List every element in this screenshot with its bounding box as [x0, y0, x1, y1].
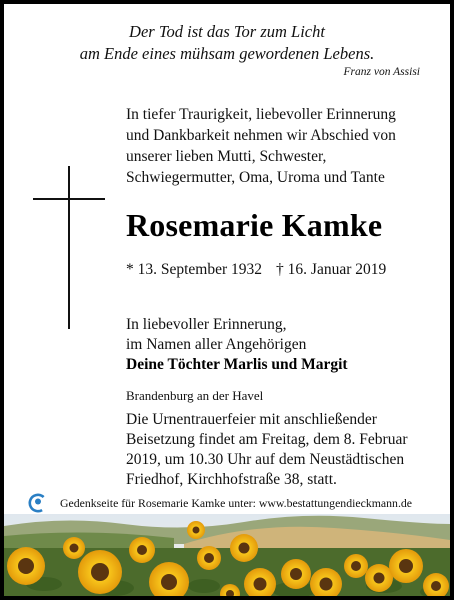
family-signature: [126, 315, 306, 355]
cross-vertical-bar: [68, 166, 70, 329]
quote-author: Franz von Assisi: [343, 66, 420, 78]
death-date: † 16. Januar 2019: [276, 261, 387, 278]
funeral-line: Die Urnentrauerfeier mit anschließender: [126, 411, 377, 428]
intro-line: In tiefer Traurigkeit, liebevoller Erinnerung: [126, 106, 396, 123]
circle-swoosh-logo-icon: [28, 493, 48, 513]
obituary-card: [4, 4, 450, 596]
deceased-name: Rosemarie Kamke: [126, 207, 383, 243]
memorial-link[interactable]: Gedenkseite für Rosemarie Kamke unter: www.bestattungendieckmann.de: [60, 496, 413, 510]
place-name: Brandenburg an der Havel: [126, 388, 264, 403]
birth-date: * 13. September 1932: [126, 261, 263, 278]
funeral-notice: [126, 410, 408, 490]
family-line: In liebevoller Erinnerung,: [126, 316, 287, 333]
quote: [4, 21, 450, 65]
funeral-line: Beisetzung findet am Freitag, dem 8. Februar: [126, 431, 408, 448]
intro-line: unserer lieben Mutti, Schwester,: [126, 148, 327, 165]
daughters-names: Deine Töchter Marlis und Margit: [126, 356, 348, 373]
family-line: im Namen aller Angehörigen: [126, 336, 307, 353]
life-dates: [126, 261, 386, 279]
cross-horizontal-bar: [33, 198, 105, 200]
intro-line: und Dankbarkeit nehmen wir Abschied von: [126, 127, 396, 144]
intro-line: Schwiegermutter, Oma, Uroma und Tante: [126, 169, 385, 186]
quote-line: Der Tod ist das Tor zum Licht: [129, 22, 325, 41]
intro-text: [126, 104, 446, 188]
quote-line: am Ende eines mühsam gewordenen Lebens.: [79, 44, 375, 63]
funeral-line: Friedhof, Kirchhofstraße 38, statt.: [126, 471, 337, 488]
sunflower-field-image: [4, 514, 450, 596]
memorial-footer: [4, 493, 450, 513]
funeral-line: 2019, um 10.30 Uhr auf dem Neustädtischen: [126, 451, 405, 468]
